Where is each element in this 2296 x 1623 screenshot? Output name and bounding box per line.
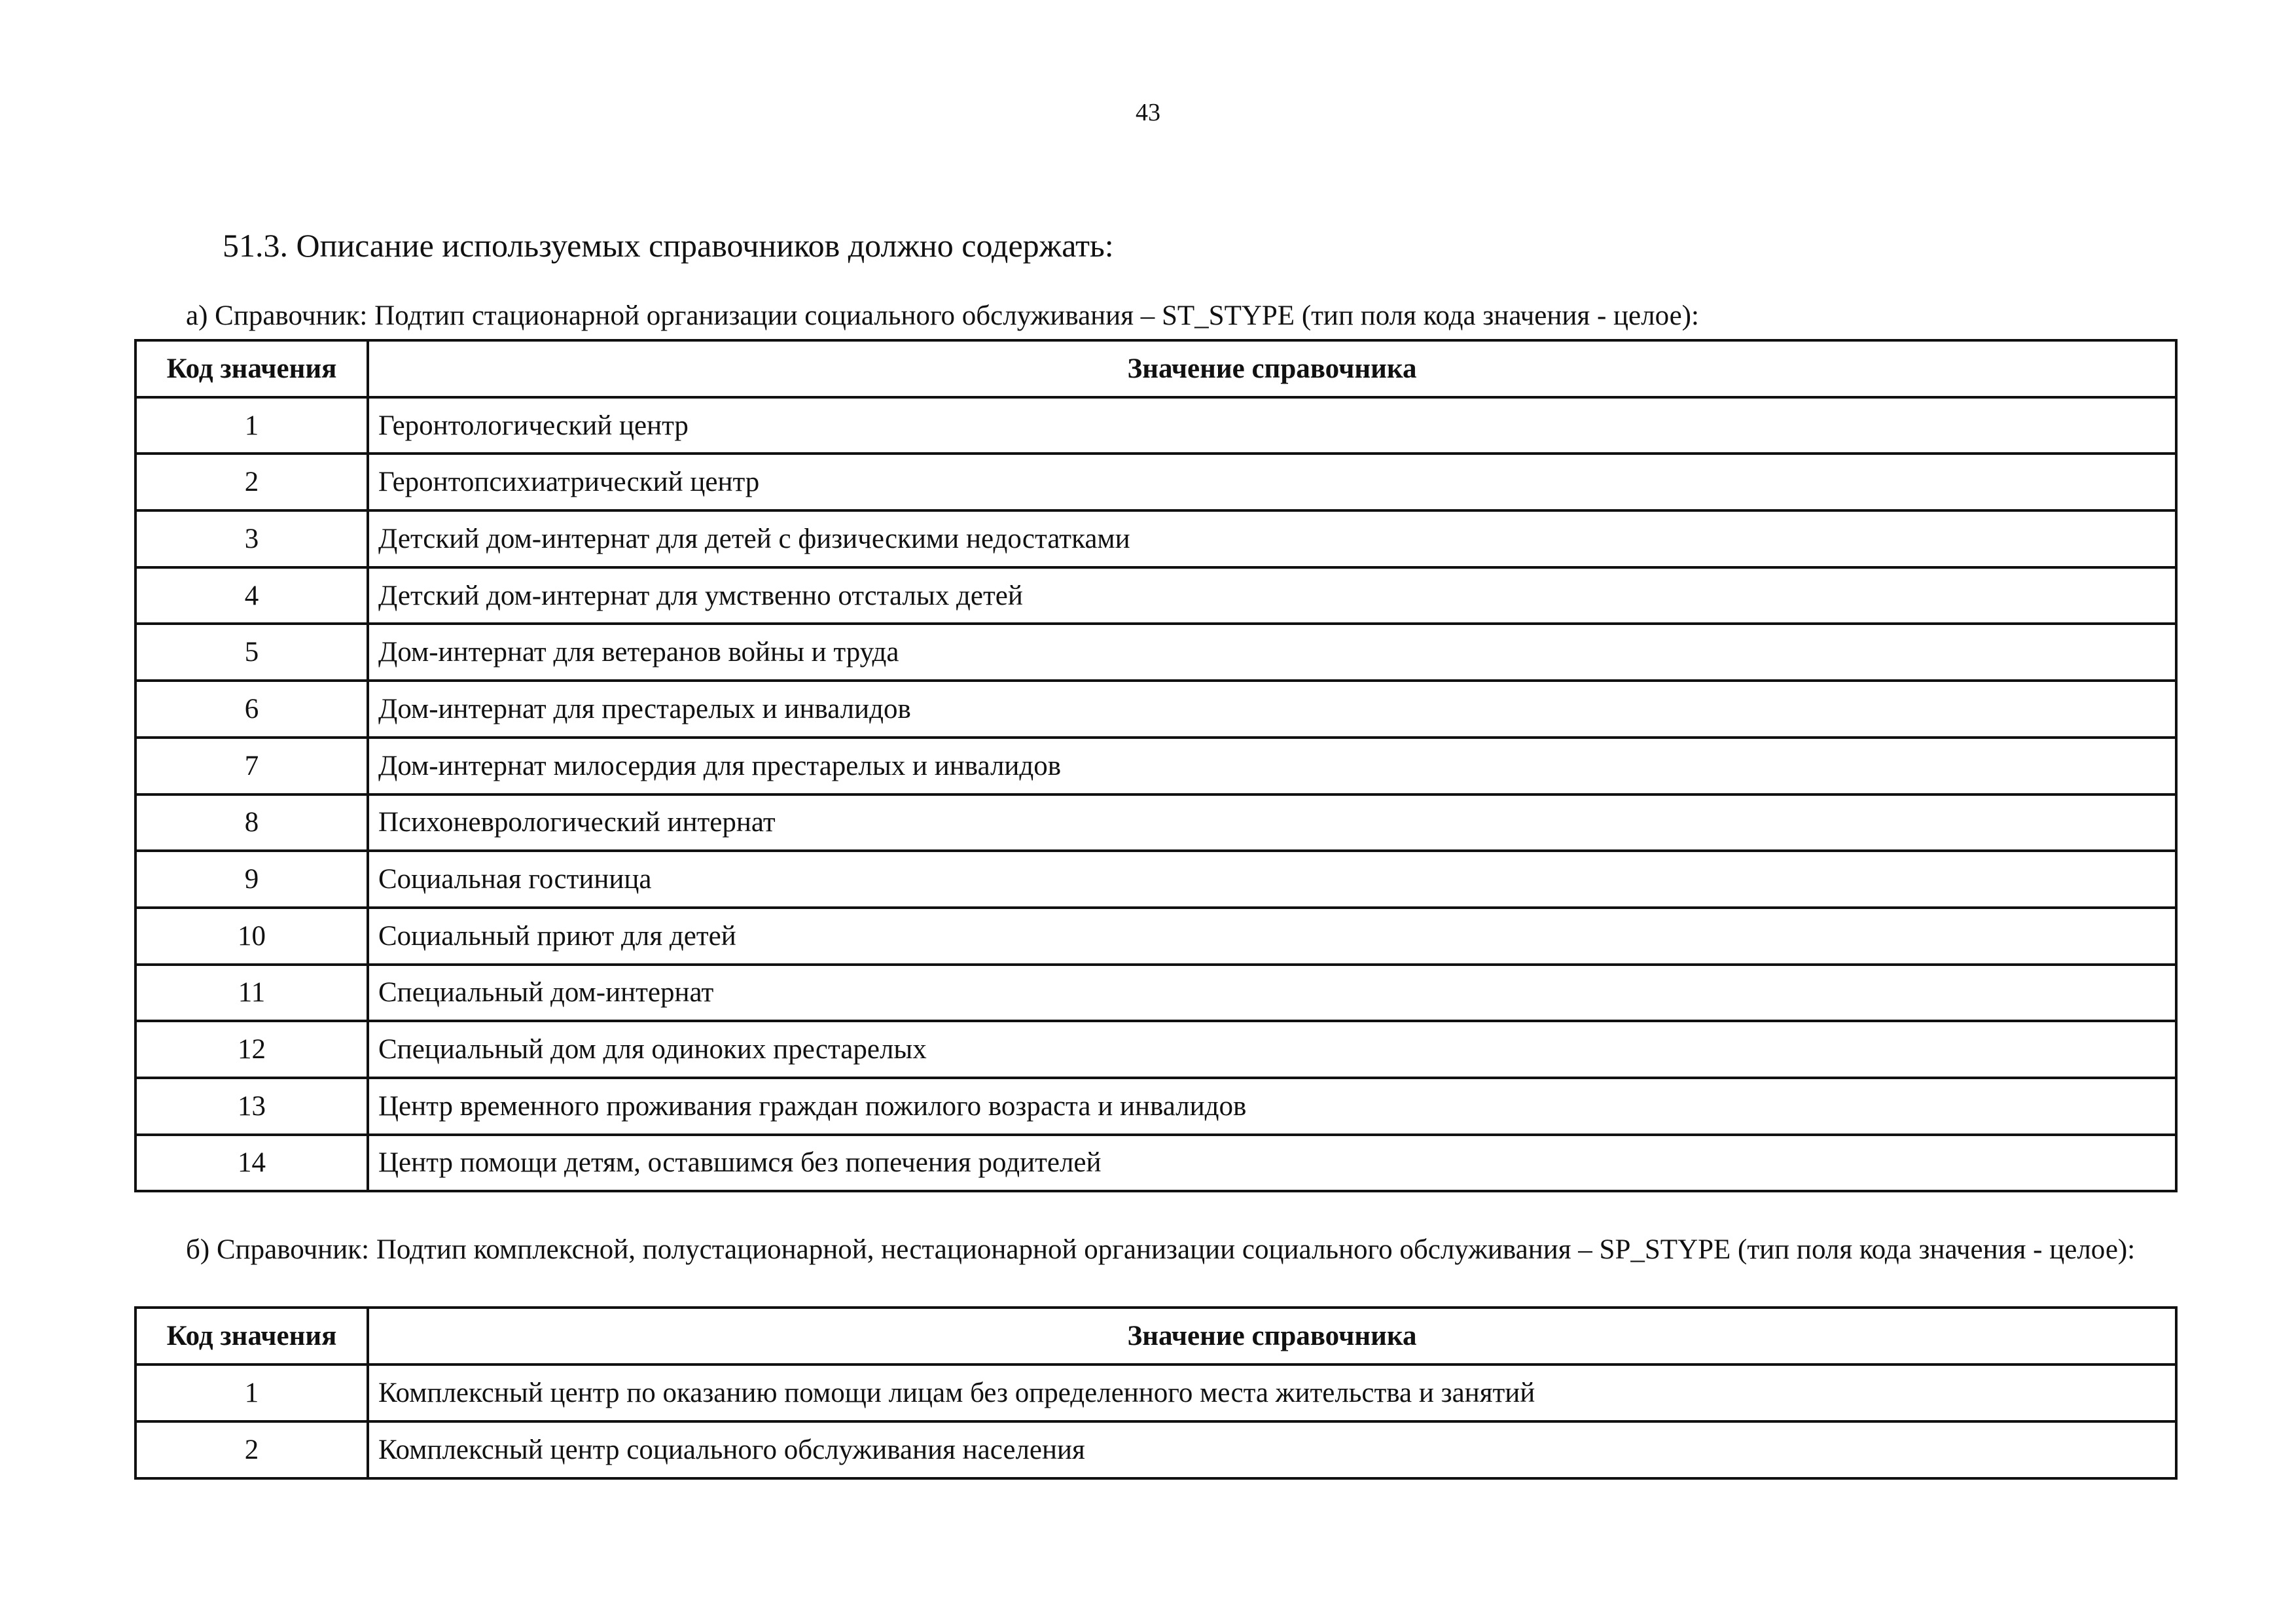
reference-a-rows bbox=[135, 397, 2176, 1192]
cell-code: 1 bbox=[135, 397, 368, 454]
table-row bbox=[135, 851, 2176, 908]
table-row bbox=[135, 1135, 2176, 1192]
header-code: Код значения bbox=[135, 1308, 368, 1364]
cell-value: Социальный приют для детей bbox=[368, 908, 2176, 965]
cell-value: Психоневрологический интернат bbox=[368, 794, 2176, 851]
table-row bbox=[135, 1364, 2176, 1421]
cell-value: Геронтопсихиатрический центр bbox=[368, 454, 2176, 510]
cell-value: Геронтологический центр bbox=[368, 397, 2176, 454]
table-header-row bbox=[135, 340, 2176, 397]
cell-value: Дом-интернат для престарелых и инвалидов bbox=[368, 681, 2176, 738]
cell-value: Дом-интернат милосердия для престарелых и инвалидов bbox=[368, 738, 2176, 794]
table-row bbox=[135, 1078, 2176, 1135]
cell-value: Социальная гостиница bbox=[368, 851, 2176, 908]
table-row bbox=[135, 567, 2176, 624]
cell-value: Специальный дом для одиноких престарелых bbox=[368, 1021, 2176, 1078]
cell-value: Комплексный центр социального обслуживания населения bbox=[368, 1421, 2176, 1478]
cell-value: Детский дом-интернат для умственно отсталых детей bbox=[368, 567, 2176, 624]
cell-code: 5 bbox=[135, 624, 368, 681]
cell-code: 3 bbox=[135, 510, 368, 567]
reference-b-table bbox=[134, 1306, 2178, 1480]
table-row bbox=[135, 510, 2176, 567]
table-row bbox=[135, 794, 2176, 851]
table-header-row bbox=[135, 1308, 2176, 1364]
cell-code: 9 bbox=[135, 851, 368, 908]
cell-code: 6 bbox=[135, 681, 368, 738]
table-row bbox=[135, 624, 2176, 681]
reference-b-rows bbox=[135, 1364, 2176, 1478]
reference-a-table bbox=[134, 339, 2178, 1192]
cell-code: 4 bbox=[135, 567, 368, 624]
page-number: 43 bbox=[1136, 99, 1160, 126]
header-value: Значение справочника bbox=[368, 1308, 2176, 1364]
cell-value: Детский дом-интернат для детей с физическими недостатками bbox=[368, 510, 2176, 567]
header-value: Значение справочника bbox=[368, 340, 2176, 397]
cell-code: 7 bbox=[135, 738, 368, 794]
header-code: Код значения bbox=[135, 340, 368, 397]
cell-code: 2 bbox=[135, 454, 368, 510]
table-row bbox=[135, 397, 2176, 454]
reference-a-caption: а) Справочник: Подтип стационарной организации социального обслуживания – ST_STYPE (тип поля кода значения - целое): bbox=[186, 300, 1699, 331]
table-row bbox=[135, 738, 2176, 794]
cell-code: 11 bbox=[135, 965, 368, 1022]
table-row bbox=[135, 965, 2176, 1022]
cell-value: Комплексный центр по оказанию помощи лицам без определенного места жительства и занятий bbox=[368, 1364, 2176, 1421]
cell-code: 12 bbox=[135, 1021, 368, 1078]
table-row bbox=[135, 681, 2176, 738]
cell-value: Дом-интернат для ветеранов войны и труда bbox=[368, 624, 2176, 681]
table-row bbox=[135, 454, 2176, 510]
table-row bbox=[135, 908, 2176, 965]
cell-code: 1 bbox=[135, 1364, 368, 1421]
cell-value: Центр временного проживания граждан пожилого возраста и инвалидов bbox=[368, 1078, 2176, 1135]
cell-value: Центр помощи детям, оставшимся без попечения родителей bbox=[368, 1135, 2176, 1192]
cell-code: 10 bbox=[135, 908, 368, 965]
cell-code: 13 bbox=[135, 1078, 368, 1135]
cell-code: 14 bbox=[135, 1135, 368, 1192]
table-row bbox=[135, 1021, 2176, 1078]
table-row bbox=[135, 1421, 2176, 1478]
section-heading: 51.3. Описание используемых справочников должно содержать: bbox=[223, 227, 1114, 264]
cell-code: 2 bbox=[135, 1421, 368, 1478]
reference-b-caption: б) Справочник: Подтип комплексной, полустационарной, нестационарной организации социального обслуживания – SP_STYPE (тип поля кода значения - целое): bbox=[186, 1234, 2136, 1265]
cell-code: 8 bbox=[135, 794, 368, 851]
cell-value: Специальный дом-интернат bbox=[368, 965, 2176, 1022]
